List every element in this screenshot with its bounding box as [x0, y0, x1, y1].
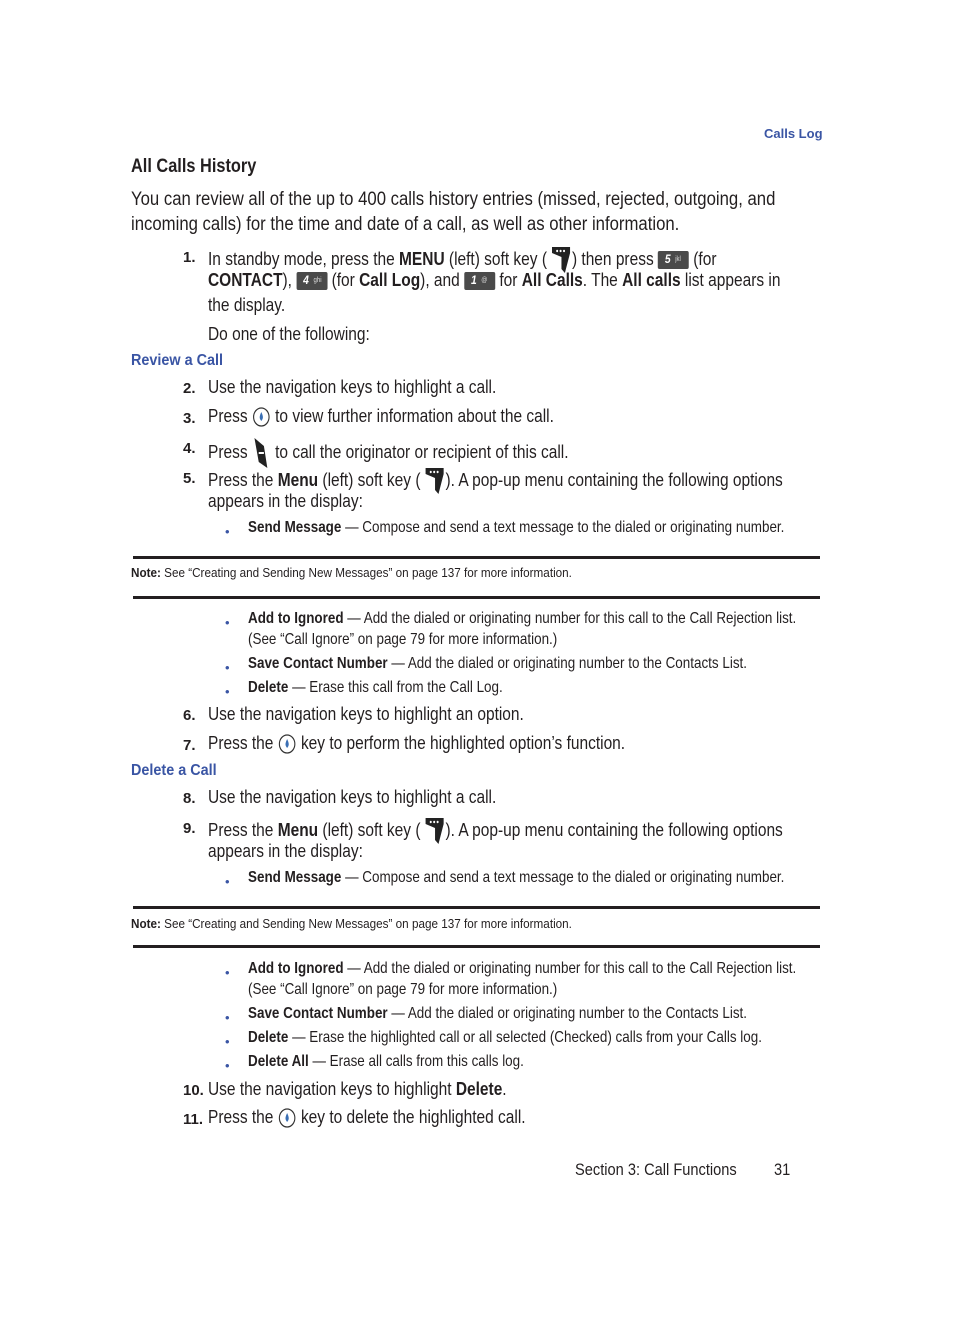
- left-soft-key-icon: [425, 466, 446, 496]
- step-3-text: [208, 406, 554, 428]
- step-number: 3.: [183, 410, 196, 427]
- bullet-delete: [248, 679, 503, 697]
- step-text: key to delete the highlighted call.: [300, 1107, 526, 1127]
- step-text: Press the: [208, 1107, 274, 1127]
- key-label: 5: [664, 252, 671, 266]
- bullet-text: — Add the dialed or originating number to the Contacts List.: [387, 655, 748, 672]
- ok-key-icon: [278, 1107, 297, 1129]
- step-11-text: [208, 1107, 526, 1129]
- step-number: 7.: [183, 737, 196, 754]
- bullet-add-to-ignored: [248, 610, 796, 628]
- step-text: Use the navigation keys to highlight: [208, 1079, 456, 1099]
- bullet-save-contact-number: [248, 655, 747, 673]
- step-number: 9.: [183, 820, 196, 837]
- bullet-icon: •: [225, 615, 230, 630]
- step-8-text: Use the navigation keys to highlight a call.: [208, 787, 497, 807]
- step-bold: Call Log: [359, 270, 421, 290]
- bullet-add-to-ignored-line-2: (See “Call Ignore” on page 79 for more information.): [248, 981, 558, 998]
- note-rule-bottom: [133, 945, 820, 948]
- step-text: to call the originator or recipient of this call.: [275, 441, 569, 462]
- key-sublabel: jkl: [675, 256, 681, 263]
- step-text: Press the: [208, 733, 274, 753]
- bullet-icon: •: [225, 684, 230, 699]
- note: [131, 565, 572, 580]
- note-text: See “Creating and Sending New Messages” on page 137 for more information.: [160, 916, 572, 931]
- step-number: 8.: [183, 790, 196, 807]
- bullet-label: Delete: [248, 679, 289, 696]
- step-bold: Menu: [277, 469, 319, 490]
- step-1-line-2: [208, 270, 780, 291]
- step-1-line-4: Do one of the following:: [208, 324, 370, 344]
- bullet-label: Send Message: [248, 519, 342, 536]
- step-text: (left) soft key (: [318, 469, 421, 490]
- step-text: (for: [693, 248, 717, 269]
- bullet-add-to-ignored: [248, 960, 796, 978]
- bullet-icon: •: [225, 1010, 230, 1025]
- key-1-icon: [464, 272, 495, 290]
- intro-line-2: incoming calls) for the time and date of a call, as well as other information.: [131, 214, 680, 235]
- step-number: 11.: [183, 1111, 204, 1128]
- step-2-text: Use the navigation keys to highlight a call.: [208, 377, 497, 397]
- subheading-delete-a-call: Delete a Call: [131, 762, 217, 779]
- step-text: ),: [282, 270, 292, 290]
- step-9-line-2: appears in the display:: [208, 841, 363, 861]
- step-text: Press the: [208, 819, 278, 840]
- bullet-label: Send Message: [248, 869, 342, 886]
- note: [131, 916, 572, 931]
- step-bold: Delete: [455, 1079, 503, 1099]
- step-text: ). A pop-up menu containing the following options: [445, 819, 783, 840]
- bullet-text: — Erase all calls from this calls log.: [308, 1053, 524, 1070]
- bullet-text: — Compose and send a text message to the dialed or originating number.: [341, 869, 785, 886]
- bullet-save-contact-number: [248, 1005, 747, 1023]
- bullet-delete-all: [248, 1053, 524, 1071]
- bullet-icon: •: [225, 965, 230, 980]
- bullet-label: Add to Ignored: [248, 960, 344, 977]
- bullet-send-message: [248, 519, 784, 537]
- step-bold: All calls: [622, 270, 681, 290]
- bullet-label: Save Contact Number: [248, 655, 388, 672]
- bullet-text: — Compose and send a text message to the dialed or originating number.: [341, 519, 785, 536]
- key-label: 4: [303, 273, 309, 288]
- bullet-label: Add to Ignored: [248, 610, 344, 627]
- note-rule-top: [133, 556, 820, 559]
- bullet-text: — Erase this call from the Call Log.: [288, 679, 503, 696]
- step-1-line-3: the display.: [208, 295, 286, 315]
- step-10-text: [208, 1079, 507, 1100]
- step-text: Press the: [208, 469, 278, 490]
- bullet-icon: •: [225, 524, 230, 539]
- bullet-label: Delete All: [248, 1053, 309, 1070]
- bullet-label: Delete: [248, 1029, 289, 1046]
- bullet-icon: •: [225, 1058, 230, 1073]
- step-text: In standby mode, press the: [208, 248, 400, 269]
- step-text: . The: [582, 270, 623, 290]
- step-text: list appears in: [680, 270, 781, 290]
- step-text: for: [499, 270, 522, 290]
- bullet-icon: •: [225, 874, 230, 889]
- step-bold: MENU: [399, 248, 445, 269]
- note-label: Note:: [131, 916, 161, 931]
- key-sublabel: ghi: [313, 277, 322, 285]
- bullet-delete: [248, 1029, 762, 1047]
- bullet-text: — Add the dialed or originating number for this call to the Call Rejection list.: [343, 960, 797, 977]
- intro-line-1: You can review all of the up to 400 calls history entries (missed, rejected, outgoing, and: [131, 189, 776, 210]
- step-5-line-2: appears in the display:: [208, 491, 363, 511]
- step-text: (left) soft key (: [444, 248, 547, 269]
- key-sublabel: @: [481, 277, 488, 285]
- step-6-text: Use the navigation keys to highlight an option.: [208, 704, 524, 724]
- step-number: 4.: [183, 440, 196, 457]
- note-rule-bottom: [133, 596, 820, 599]
- step-bold: CONTACT: [208, 270, 283, 290]
- step-text: key to perform the highlighted option’s function.: [300, 733, 626, 753]
- step-text: ). A pop-up menu containing the following options: [445, 469, 783, 490]
- key-5-icon: [658, 251, 689, 269]
- ok-key-icon: [252, 406, 271, 428]
- send-key-icon: [252, 436, 271, 470]
- key-4-icon: [296, 272, 327, 290]
- step-text: Press: [208, 441, 248, 462]
- step-number: 5.: [183, 470, 196, 487]
- step-4-text: [208, 436, 569, 470]
- step-number: 10.: [183, 1082, 204, 1099]
- running-header: Calls Log: [764, 126, 823, 141]
- step-7-text: [208, 733, 625, 755]
- step-text: to view further information about the call.: [275, 406, 554, 426]
- step-text: ) then press: [571, 248, 654, 269]
- step-bold: Menu: [277, 819, 319, 840]
- bullet-text: — Add the dialed or originating number for this call to the Call Rejection list.: [343, 610, 797, 627]
- note-rule-top: [133, 906, 820, 909]
- bullet-text: — Add the dialed or originating number to the Contacts List.: [387, 1005, 748, 1022]
- bullet-label: Save Contact Number: [248, 1005, 388, 1022]
- step-text: ), and: [420, 270, 460, 290]
- section-heading: All Calls History: [131, 156, 257, 177]
- step-text: (for: [331, 270, 360, 290]
- bullet-icon: •: [225, 660, 230, 675]
- bullet-text: — Erase the highlighted call or all selected (Checked) calls from your Calls log.: [288, 1029, 762, 1046]
- note-label: Note:: [131, 565, 161, 580]
- step-text: (left) soft key (: [318, 819, 421, 840]
- footer-section: Section 3: Call Functions: [575, 1160, 737, 1179]
- left-soft-key-icon: [425, 816, 446, 846]
- note-text: See “Creating and Sending New Messages” on page 137 for more information.: [160, 565, 572, 580]
- page-number: 31: [774, 1160, 791, 1179]
- step-number: 6.: [183, 707, 196, 724]
- ok-key-icon: [278, 733, 297, 755]
- step-number: 2.: [183, 380, 196, 397]
- step-text: Press: [208, 406, 248, 426]
- step-text: .: [502, 1079, 507, 1099]
- bullet-add-to-ignored-line-2: (See “Call Ignore” on page 79 for more information.): [248, 631, 558, 648]
- subheading-review-a-call: Review a Call: [131, 352, 224, 369]
- key-label: 1: [470, 273, 477, 288]
- bullet-send-message: [248, 869, 784, 887]
- step-bold: All Calls: [521, 270, 583, 290]
- bullet-icon: •: [225, 1034, 230, 1049]
- step-number: 1.: [183, 249, 196, 266]
